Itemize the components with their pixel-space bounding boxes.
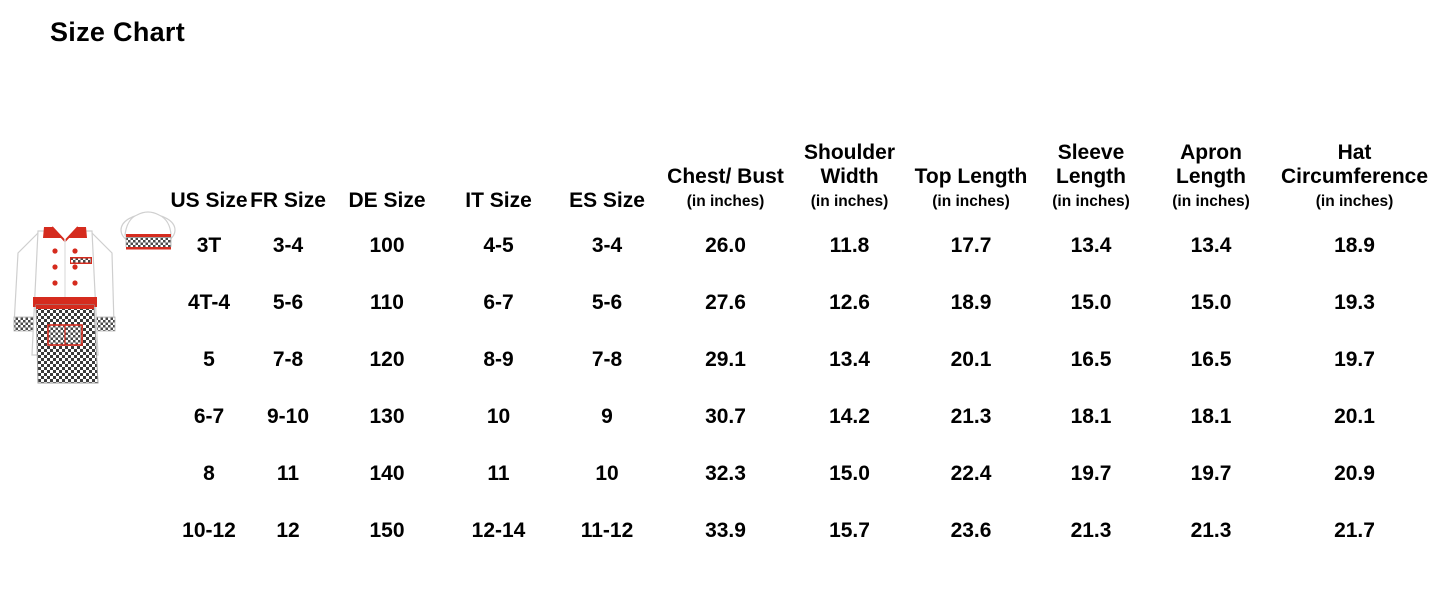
column-header-it-size — [446, 115, 551, 217]
cell-sleeve-length: 21.3 — [1070, 518, 1112, 542]
cell-chest-bust: 26.0 — [705, 233, 746, 257]
cell-shoulder-width: 15.0 — [829, 461, 870, 485]
column-header-fr-size — [248, 115, 328, 217]
cell-hat-circumference: 19.7 — [1334, 347, 1375, 371]
cell-de-size: 100 — [369, 233, 405, 257]
cell-us-size: 4T-4 — [187, 290, 231, 314]
cell-chest-bust: 33.9 — [705, 518, 746, 542]
cell-top-length: 22.4 — [950, 461, 992, 485]
cell-it-size: 8-9 — [483, 347, 514, 371]
column-header-label: Hat Circumference — [1280, 141, 1429, 189]
column-header-unit: (in inches) — [1052, 192, 1130, 210]
cell-de-size: 140 — [369, 461, 405, 485]
cell-chest-bust: 27.6 — [705, 290, 746, 314]
column-header-es-size — [551, 115, 663, 217]
column-header-label: Apron Length — [1176, 141, 1246, 189]
cell-apron-length: 21.3 — [1190, 518, 1232, 542]
cell-fr-size: 9-10 — [266, 404, 310, 428]
column-header-unit: (in inches) — [686, 192, 765, 210]
table-header-row — [170, 115, 1438, 217]
cell-apron-length: 18.1 — [1190, 404, 1232, 428]
cell-de-size: 150 — [369, 518, 405, 542]
column-header-label: FR Size — [250, 188, 326, 212]
cell-es-size: 5-6 — [591, 290, 623, 314]
cell-shoulder-width: 11.8 — [829, 233, 870, 257]
column-header-label: Shoulder Width — [803, 141, 895, 189]
cell-it-size: 6-7 — [483, 290, 514, 314]
table-row — [170, 331, 1438, 388]
cell-top-length: 17.7 — [950, 233, 992, 257]
cell-it-size: 11 — [487, 461, 510, 485]
table-row — [170, 217, 1438, 274]
cell-hat-circumference: 20.1 — [1334, 404, 1375, 428]
cell-apron-length: 19.7 — [1190, 461, 1232, 485]
cell-top-length: 21.3 — [950, 404, 992, 428]
cell-us-size: 5 — [203, 347, 215, 371]
cell-chest-bust: 30.7 — [705, 404, 746, 428]
cell-us-size: 3T — [196, 233, 222, 257]
column-header-top-length — [911, 115, 1031, 217]
cell-apron-length: 15.0 — [1190, 290, 1232, 314]
cell-es-size: 7-8 — [591, 347, 623, 371]
cell-shoulder-width: 13.4 — [829, 347, 870, 371]
cell-sleeve-length: 13.4 — [1070, 233, 1112, 257]
cell-fr-size: 3-4 — [272, 233, 304, 257]
column-header-unit: (in inches) — [1172, 192, 1250, 210]
column-header-hat-circumference — [1271, 115, 1438, 217]
column-header-us-size — [170, 115, 248, 217]
cell-sleeve-length: 18.1 — [1070, 404, 1112, 428]
cell-fr-size: 5-6 — [272, 290, 304, 314]
cell-us-size: 10-12 — [182, 518, 236, 542]
column-header-sleeve-length — [1031, 115, 1151, 217]
cell-fr-size: 7-8 — [272, 347, 304, 371]
size-chart-table-wrapper — [170, 115, 1438, 559]
cell-hat-circumference: 20.9 — [1334, 461, 1375, 485]
cell-hat-circumference: 19.3 — [1334, 290, 1375, 314]
cell-top-length: 23.6 — [950, 518, 992, 542]
cell-shoulder-width: 15.7 — [829, 518, 870, 542]
column-header-label: US Size — [170, 188, 248, 212]
cell-sleeve-length: 19.7 — [1070, 461, 1112, 485]
column-header-shoulder-width — [788, 115, 911, 217]
cell-it-size: 4-5 — [483, 233, 514, 257]
cell-it-size: 12-14 — [471, 518, 526, 542]
column-header-chest-bust — [663, 115, 788, 217]
cell-apron-length: 16.5 — [1190, 347, 1232, 371]
cell-fr-size: 11 — [276, 461, 300, 485]
column-header-label: Top Length — [914, 165, 1028, 189]
table-row — [170, 502, 1438, 559]
cell-top-length: 18.9 — [950, 290, 992, 314]
cell-es-size: 3-4 — [591, 233, 623, 257]
cell-hat-circumference: 18.9 — [1334, 233, 1375, 257]
cell-shoulder-width: 12.6 — [829, 290, 870, 314]
cell-us-size: 8 — [203, 461, 215, 485]
table-row — [170, 388, 1438, 445]
cell-shoulder-width: 14.2 — [829, 404, 870, 428]
cell-sleeve-length: 15.0 — [1070, 290, 1112, 314]
cell-fr-size: 12 — [276, 518, 300, 542]
chef-costume-illustration — [8, 205, 178, 400]
cell-it-size: 10 — [486, 404, 511, 428]
column-header-apron-length — [1151, 115, 1271, 217]
column-header-unit: (in inches) — [1315, 192, 1394, 210]
table-row — [170, 274, 1438, 331]
cell-es-size: 10 — [595, 461, 619, 485]
cell-es-size: 9 — [601, 404, 613, 428]
cell-chest-bust: 29.1 — [705, 347, 746, 371]
column-header-de-size — [328, 115, 446, 217]
column-header-label: IT Size — [465, 188, 532, 212]
cell-us-size: 6-7 — [193, 404, 225, 428]
cell-chest-bust: 32.3 — [705, 461, 746, 485]
page-title: Size Chart — [50, 17, 186, 47]
column-header-label: ES Size — [569, 188, 645, 212]
cell-de-size: 130 — [369, 404, 405, 428]
column-header-label: Chest/ Bust — [667, 165, 784, 189]
table-row — [170, 445, 1438, 502]
cell-hat-circumference: 21.7 — [1334, 518, 1375, 542]
cell-de-size: 110 — [370, 290, 404, 314]
column-header-unit: (in inches) — [810, 192, 889, 210]
cell-es-size: 11-12 — [580, 518, 634, 542]
column-header-unit: (in inches) — [932, 192, 1010, 210]
size-chart-table — [170, 115, 1438, 559]
cell-sleeve-length: 16.5 — [1070, 347, 1112, 371]
column-header-label: Sleeve Length — [1056, 141, 1126, 189]
cell-top-length: 20.1 — [950, 347, 992, 371]
cell-de-size: 120 — [369, 347, 405, 371]
cell-apron-length: 13.4 — [1190, 233, 1232, 257]
column-header-label: DE Size — [348, 188, 426, 212]
